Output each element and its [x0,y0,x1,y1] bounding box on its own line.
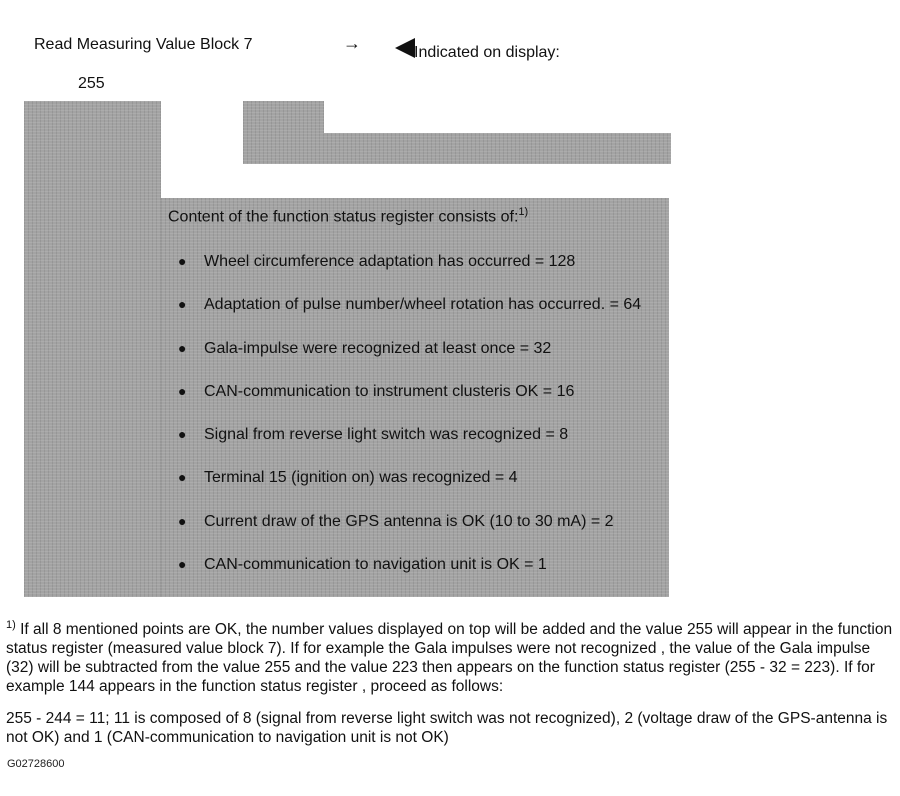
pointer-triangle-icon [395,38,415,58]
list-item-text: CAN-communication to instrument clusteris OK = 16 [204,382,575,400]
bullet-icon: ● [178,426,187,443]
register-heading-text: Content of the function status register consists of: [168,208,519,226]
register-heading [168,206,528,226]
bullet-icon: ● [178,469,187,486]
list-item [178,252,678,295]
list-item [178,339,678,382]
list-item [178,555,678,598]
bullet-icon: ● [178,556,187,573]
footnote-ref: 1) [518,206,529,218]
example-calculation: 255 - 244 = 11; 11 is composed of 8 (signal from reverse light switch was not recognized), 2 (voltage draw of the GPS-antenna is not OK) and 1 (CAN-communication to navigation unit is not OK) [6,710,888,746]
bullet-icon: ● [178,253,187,269]
bullet-icon: ● [178,296,187,313]
list-item [178,295,678,338]
list-item-text: Wheel circumference adaptation has occurred = 128 [204,253,576,270]
list-item-text: CAN-communication to navigation unit is OK = 1 [204,556,547,574]
list-item [178,382,678,425]
list-item-text: Gala-impulse were recognized at least once = 32 [204,339,552,357]
bullet-icon: ● [178,512,187,529]
figure-id: G02728600 [7,758,65,770]
header-title: Read Measuring Value Block 7 [34,36,253,53]
status-bit-list [178,252,678,598]
list-item-text: Terminal 15 (ignition on) was recognized = 4 [204,469,518,487]
footnote [6,616,894,696]
list-item [178,425,678,468]
list-item-text: Adaptation of pulse number/wheel rotation has occurred. = 64 [204,296,642,314]
bullet-icon: ● [178,339,187,356]
display-shade-left [24,101,161,597]
list-item-text: Current draw of the GPS antenna is OK (10 to 30 mA) = 2 [204,512,614,530]
list-item [178,512,678,555]
footnote-marker: 1) [6,619,16,631]
bullet-icon: ● [178,382,187,399]
list-item-text: Signal from reverse light switch was recognized = 8 [204,426,569,444]
block-value: 255 [78,75,105,92]
right-arrow-icon: → [343,33,361,53]
list-item [178,468,678,511]
display-shade-top-small [243,101,324,134]
footnote-text: If all 8 mentioned points are OK, the number values displayed on top will be added and the value 255 will appear in the function status register (measured value block 7). If for example the Gala impulses were not recognized , the value of the Gala impulse (32) will be subtracted from the value 255 and the value 223 then appears on the function status register (255 - 32 = 223). If for example 144 appears in the function status register , proceed as follows: [6,621,893,696]
display-label: Indicated on display: [414,44,560,61]
display-shade-top-wide [243,133,671,164]
